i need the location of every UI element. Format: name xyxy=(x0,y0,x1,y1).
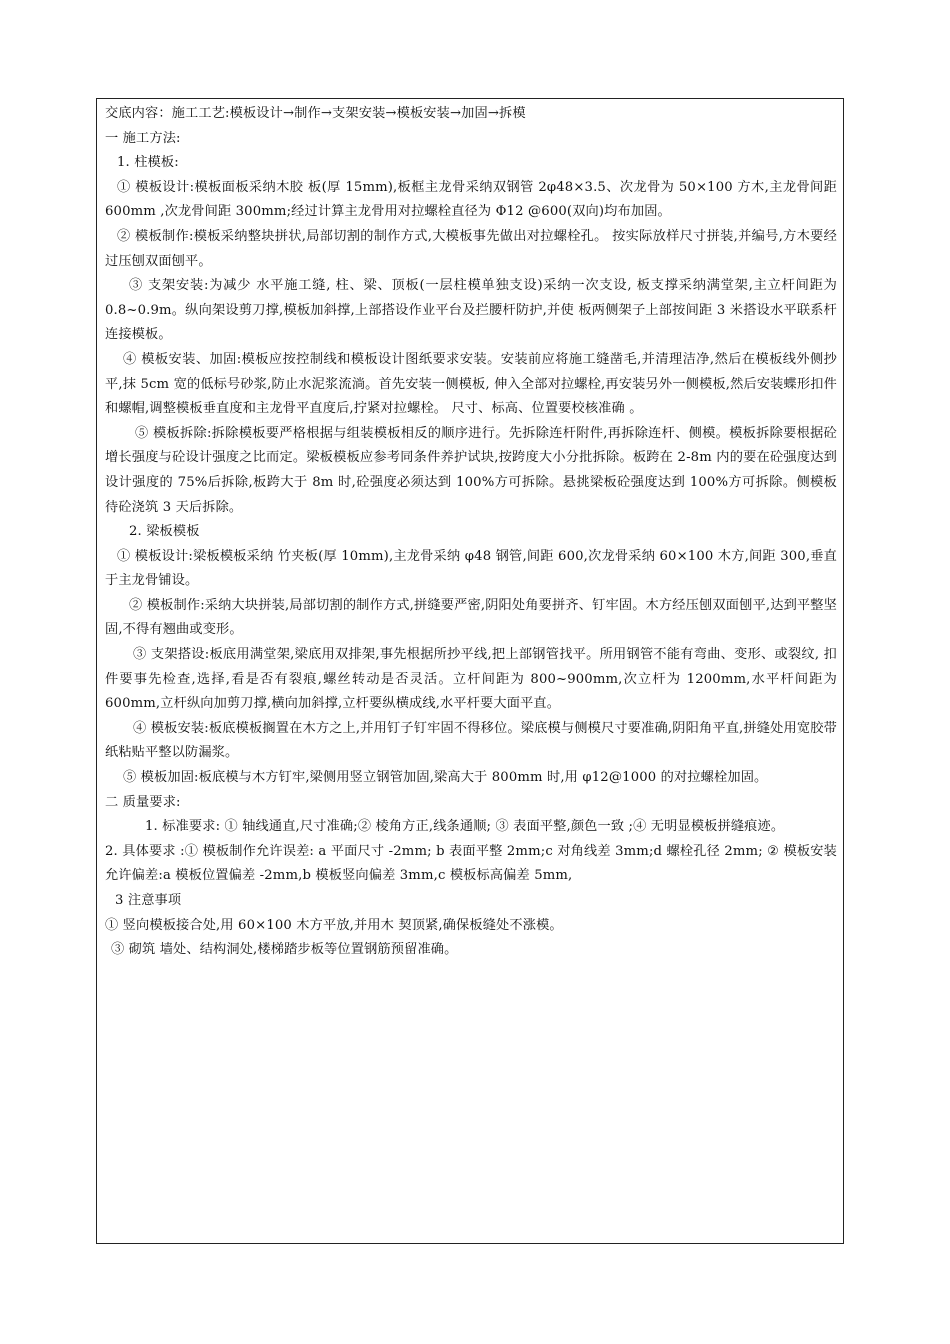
paragraph: ② 模板制作:模板采纳整块拼状,局部切割的制作方式,大模板事先做出对拉螺栓孔。 按实际放样尺寸拼装,并编号,方木要经过压刨双面刨平。 xyxy=(105,228,837,269)
paragraph: 一 施工方法: xyxy=(105,130,181,146)
paragraph: ④ 模板安装、加固:模板应按控制线和模板设计图纸要求安装。安装前应将施工缝凿毛,并清理洁净,然后在模板线外侧抄平,抹 5cm 宽的低标号砂浆,防止水泥浆流淌。首先安装一侧模板, 伸入全部对拉螺栓,再安装另外一侧模板,然后安装蝶形扣件和螺帽,调整模板垂直度和主龙骨平直度后,拧紧对拉螺栓。 尺寸、标高、位置要校核准确 。 xyxy=(105,351,837,417)
paragraph-list xyxy=(105,127,837,963)
paragraph: ④ 模板安装:板底模板搁置在木方之上,并用钉子钉牢固不得移位。梁底模与侧模尺寸要准确,阴阳角平直,拼缝处用宽胶带纸粘贴平整以防漏浆。 xyxy=(105,720,837,761)
paragraph: ③ 砌筑 墙处、结构洞处,楼梯踏步板等位置钢筋预留准确。 xyxy=(111,942,458,958)
paragraph: ⑤ 模板加固:板底模与木方钉牢,梁侧用竖立钢管加固,梁高大于 800mm 时,用 φ12@1000 的对拉螺栓加固。 xyxy=(123,770,768,786)
paragraph: ① 模板设计:模板面板采纳木胶 板(厚 15mm),板框主龙骨采纳双钢管 2φ48×3.5、次龙骨为 50×100 方木,主龙骨间距 600mm ,次龙骨间距 300mm;经过计算主龙骨用对拉螺栓直径为 Φ12 @600(双向)均布加固。 xyxy=(105,179,837,220)
paragraph: ③ 支架安装:为减少 水平施工缝, 柱、梁、顶板(一层柱模单独支设)采纳一次支设, 板支撑采纳满堂架,主立杆间距为 0.8~0.9m。纵向架设剪刀撑,模板加斜撑,上部搭设作业平台及拦腰杆防护,并使 板两侧架子上部按间距 3 米搭设水平联系杆连接模板。 xyxy=(105,278,837,343)
paragraph: ⑤ 模板拆除:拆除模板要严格根据与组装模板相反的顺序进行。先拆除连杆附件,再拆除连杆、侧模。模板拆除要根据砼增长强度与砼设计强度之比而定。梁板模板应参考同条件养护试块,按跨度大小分批拆除。板跨在 2-8m 内的要在砼强度达到设计强度的 75%后拆除,板跨大于 8m 时,砼强度必须达到 100%方可拆除。悬挑梁板砼强度达到 100%方可拆除。侧模板 待砼浇筑 3 天后拆除。 xyxy=(105,425,837,515)
paragraph: 1. 柱模板: xyxy=(117,155,179,171)
paragraph: 2. 梁板模板 xyxy=(129,524,200,540)
paragraph: 1. 标准要求: ① 轴线通直,尺寸准确;② 棱角方正,线条通顺; ③ 表面平整,颜色一致 ;④ 无明显模板拼缝痕迹。 xyxy=(145,819,785,835)
paragraph: 2. 具体要求 :① 模板制作允许误差: a 平面尺寸 -2mm; b 表面平整 2mm;c 对角线差 3mm;d 螺栓孔径 2mm; ② 模板安装允许偏差:a 模板位置偏差 -2mm,b 模板竖向偏差 3mm,c 模板标高偏差 5mm, xyxy=(105,843,837,884)
paragraph: ① 竖向模板接合处,用 60×100 木方平放,并用木 契顶紧,确保板缝处不涨模。 xyxy=(105,917,563,933)
paragraph: ② 模板制作:采纳大块拼装,局部切割的制作方式,拼缝要严密,阴阳处角要拼齐、钉牢固。木方经压刨双面刨平,达到平整坚固,不得有翘曲或变形。 xyxy=(105,597,837,638)
paragraph: 3 注意事项 xyxy=(115,893,182,908)
paragraph: 二 质量要求: xyxy=(105,794,181,810)
document-content xyxy=(105,102,837,963)
page-title: 交底内容：施工工艺:模板设计→制作→支架安装→模板安装→加固→拆模 xyxy=(105,106,526,121)
paragraph: ① 模板设计:梁板模板采纳 竹夹板(厚 10mm),主龙骨采纳 φ48 钢管,间距 600,次龙骨采纳 60×100 木方,间距 300,垂直于主龙骨铺设。 xyxy=(105,548,837,589)
paragraph: ③ 支架搭设:板底用满堂架,梁底用双排架,事先根据所抄平线,把上部钢管找平。所用钢管不能有弯曲、变形、或裂纹, 扣件要事先检查,选择,看是否有裂痕,螺丝转动是否灵活。立杆间距为 800~900mm,次立杆为 1200mm,水平杆间距为 600mm,立杆纵向加剪刀撑,横向加斜撑,立杆要纵横成线,水平杆要大面平直。 xyxy=(105,647,837,712)
